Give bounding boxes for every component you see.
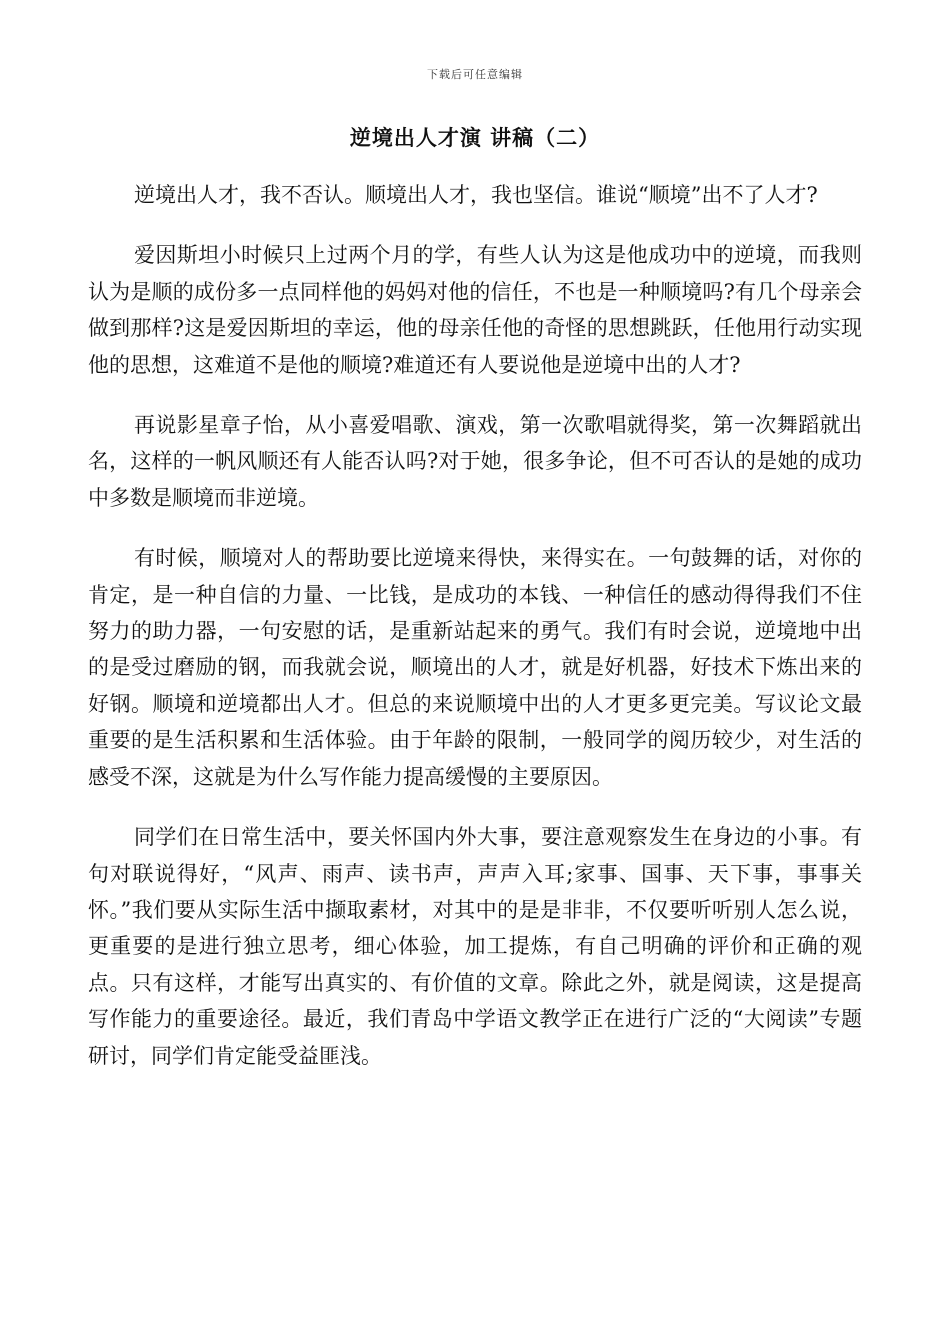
paragraph: 有时候，顺境对人的帮助要比逆境来得快，来得实在。一句鼓舞的话，对你的肯定，是一种自信的力量、一比钱，是成功的本钱、一种信任的感动得得我们不住努力的助力器，一句安慰的话，是重新站起来的勇气。我们有时会说，逆境地中出的是受过磨励的钢，而我就会说，顺境出的人才，就是好机器，好技术下炼出来的好钢。顺境和逆境都出人才。但总的来说顺境中出的人才更多更完美。写议论文最重要的是生活积累和生活体验。由于年龄的限制，一般同学的阅历较少，对生活的感受不深，这就是为什么写作能力提高缓慢的主要原因。 bbox=[88, 546, 862, 789]
document-body bbox=[88, 177, 862, 1098]
paragraph: 同学们在日常生活中，要关怀国内外大事，要注意观察发生在身边的小事。有句对联说得好，“风声、雨声、读书声，声声入耳;家事、国事、天下事，事事关怀。”我们要从实际生活中撷取素材，对其中的是是非非，不仅要听听别人怎么说，更重要的是进行独立思考，细心体验，加工提炼，有自己明确的评价和正确的观点。只有这样，才能写出真实的、有价值的文章。除此之外，就是阅读，这是提高写作能力的重要途径。最近，我们青岛中学语文教学正在进行广泛的“大阅读”专题研讨，同学们肯定能受益匪浅。 bbox=[88, 825, 862, 1068]
paragraph: 逆境出人才，我不否认。顺境出人才，我也坚信。谁说“顺境”出不了人才? bbox=[134, 183, 818, 207]
paragraph: 爱因斯坦小时候只上过两个月的学，有些人认为这是他成功中的逆境，而我则认为是顺的成份多一点同样他的妈妈对他的信任，不也是一种顺境吗?有几个母亲会做到那样?这是爱因斯坦的幸运，他的母亲任他的奇怪的思想跳跃，任他用行动实现他的思想，这难道不是他的顺境?难道还有人要说他是逆境中出的人才? bbox=[88, 243, 862, 377]
document-title: 逆境出人才演 讲稿（二） bbox=[349, 125, 601, 150]
header-note: 下载后可任意编辑 bbox=[427, 68, 523, 81]
paragraph: 再说影星章子怡，从小喜爱唱歌、演戏，第一次歌唱就得奖，第一次舞蹈就出名，这样的一帆风顺还有人能否认吗?对于她，很多争论，但不可否认的是她的成功中多数是顺境而非逆境。 bbox=[88, 413, 862, 510]
